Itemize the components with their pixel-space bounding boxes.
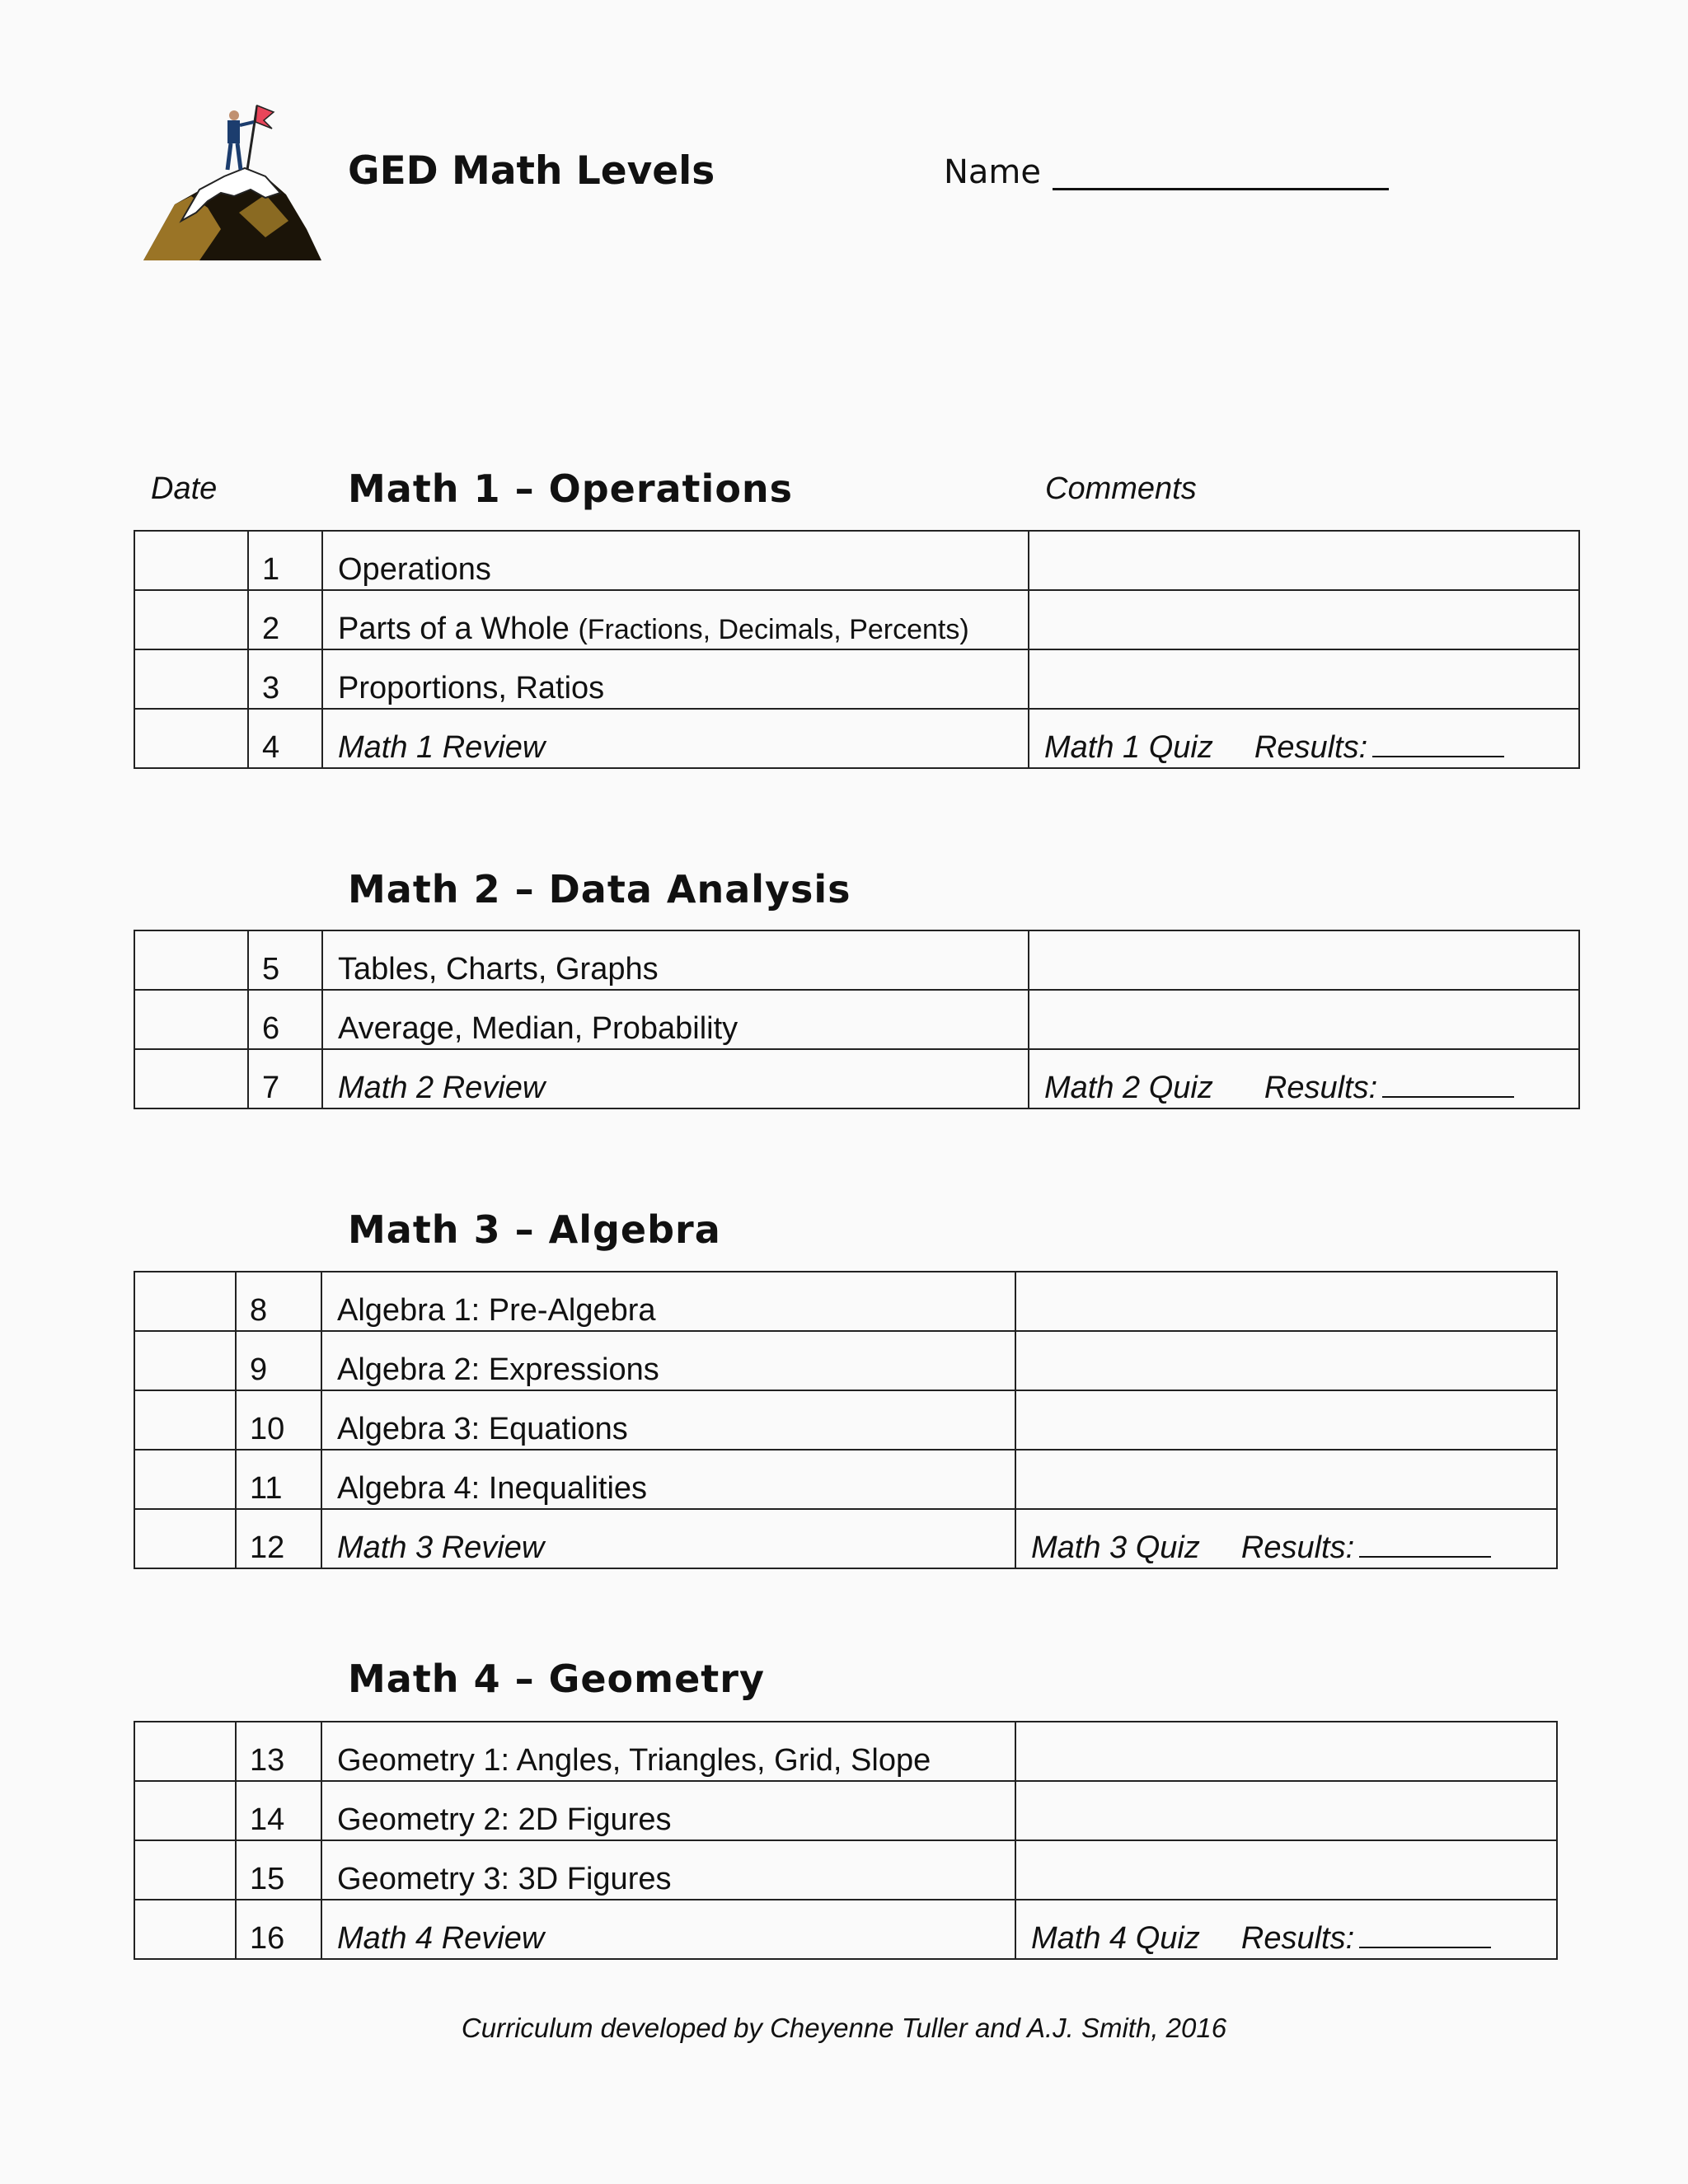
lesson-number: 6 xyxy=(248,990,322,1049)
lesson-number: 16 xyxy=(236,1900,321,1959)
lesson-topic: Proportions, Ratios xyxy=(322,649,1029,709)
lesson-number: 4 xyxy=(248,709,322,768)
results-blank[interactable] xyxy=(1382,1071,1514,1098)
quiz-label: Math 3 Quiz xyxy=(1031,1530,1200,1565)
lesson-topic: Operations xyxy=(322,531,1029,590)
table-row xyxy=(134,1331,1557,1390)
lesson-topic: Geometry 1: Angles, Triangles, Grid, Slope xyxy=(321,1722,1015,1781)
date-cell[interactable] xyxy=(134,590,248,649)
lesson-number: 9 xyxy=(236,1331,321,1390)
comment-cell[interactable] xyxy=(1029,930,1579,990)
table-row xyxy=(134,1781,1557,1840)
lesson-topic-main: Parts of a Whole xyxy=(338,612,570,646)
lesson-topic: Algebra 2: Expressions xyxy=(321,1331,1015,1390)
lesson-number: 8 xyxy=(236,1272,321,1331)
table-row xyxy=(134,1900,1557,1959)
table-row xyxy=(134,590,1579,649)
quiz-label: Math 4 Quiz xyxy=(1031,1921,1200,1956)
date-cell[interactable] xyxy=(134,1390,236,1450)
lesson-topic: Algebra 1: Pre-Algebra xyxy=(321,1272,1015,1331)
date-cell[interactable] xyxy=(134,1722,236,1781)
date-cell[interactable] xyxy=(134,1509,236,1568)
lesson-topic xyxy=(322,590,1029,649)
results-blank[interactable] xyxy=(1372,731,1504,757)
table-row xyxy=(134,1272,1557,1331)
comment-cell[interactable] xyxy=(1015,1450,1557,1509)
lesson-topic: Algebra 3: Equations xyxy=(321,1390,1015,1450)
comment-cell[interactable] xyxy=(1029,531,1579,590)
section-title-math-3: Math 3 – Algebra xyxy=(348,1207,721,1252)
table-row xyxy=(134,930,1579,990)
quiz-cell[interactable] xyxy=(1029,709,1579,768)
comment-cell[interactable] xyxy=(1015,1390,1557,1450)
date-cell[interactable] xyxy=(134,649,248,709)
comment-cell[interactable] xyxy=(1029,649,1579,709)
lesson-number: 7 xyxy=(248,1049,322,1108)
results-label: Results: xyxy=(1240,1530,1355,1565)
comment-cell[interactable] xyxy=(1015,1781,1557,1840)
lesson-number: 13 xyxy=(236,1722,321,1781)
results-label: Results: xyxy=(1264,1071,1378,1105)
lesson-topic: Geometry 3: 3D Figures xyxy=(321,1840,1015,1900)
date-cell[interactable] xyxy=(134,1450,236,1509)
mountain-climber-logo xyxy=(142,97,323,262)
table-row xyxy=(134,1840,1557,1900)
lesson-topic-detail: (Fractions, Decimals, Percents) xyxy=(578,614,969,645)
date-cell[interactable] xyxy=(134,531,248,590)
date-cell[interactable] xyxy=(134,990,248,1049)
math-3-table xyxy=(134,1271,1558,1569)
date-cell[interactable] xyxy=(134,1049,248,1108)
comment-cell[interactable] xyxy=(1029,590,1579,649)
comment-cell[interactable] xyxy=(1015,1272,1557,1331)
lesson-topic: Tables, Charts, Graphs xyxy=(322,930,1029,990)
lesson-number: 10 xyxy=(236,1390,321,1450)
date-cell[interactable] xyxy=(134,1840,236,1900)
section-title-math-2: Math 2 – Data Analysis xyxy=(348,867,851,912)
lesson-number: 2 xyxy=(248,590,322,649)
quiz-cell[interactable] xyxy=(1029,1049,1579,1108)
name-field-line xyxy=(1053,188,1389,190)
date-cell[interactable] xyxy=(134,709,248,768)
table-row xyxy=(134,649,1579,709)
table-row xyxy=(134,1722,1557,1781)
comment-cell[interactable] xyxy=(1015,1840,1557,1900)
quiz-label: Math 2 Quiz xyxy=(1044,1071,1213,1105)
review-topic: Math 2 Review xyxy=(322,1049,1029,1108)
table-row xyxy=(134,1049,1579,1108)
table-row xyxy=(134,990,1579,1049)
footer-credit: Curriculum developed by Cheyenne Tuller and A.J. Smith, 2016 xyxy=(461,2013,1227,2043)
comments-column-header: Comments xyxy=(1045,471,1197,506)
results-blank[interactable] xyxy=(1359,1922,1491,1948)
date-cell[interactable] xyxy=(134,1900,236,1959)
date-cell[interactable] xyxy=(134,1272,236,1331)
lesson-number: 11 xyxy=(236,1450,321,1509)
table-row xyxy=(134,1509,1557,1568)
date-cell[interactable] xyxy=(134,930,248,990)
table-row xyxy=(134,709,1579,768)
results-label: Results: xyxy=(1254,730,1368,765)
lesson-number: 3 xyxy=(248,649,322,709)
table-row xyxy=(134,1390,1557,1450)
date-column-header: Date xyxy=(151,471,218,506)
page-title: GED Math Levels xyxy=(348,148,715,194)
lesson-topic: Geometry 2: 2D Figures xyxy=(321,1781,1015,1840)
name-label: Name xyxy=(944,153,1042,191)
section-title-math-4: Math 4 – Geometry xyxy=(348,1657,765,1701)
review-topic: Math 3 Review xyxy=(321,1509,1015,1568)
section-title-math-1: Math 1 – Operations xyxy=(348,466,794,511)
review-topic: Math 1 Review xyxy=(322,709,1029,768)
lesson-number: 15 xyxy=(236,1840,321,1900)
review-topic: Math 4 Review xyxy=(321,1900,1015,1959)
date-cell[interactable] xyxy=(134,1331,236,1390)
quiz-cell[interactable] xyxy=(1015,1900,1557,1959)
results-blank[interactable] xyxy=(1359,1531,1491,1558)
comment-cell[interactable] xyxy=(1029,990,1579,1049)
results-label: Results: xyxy=(1240,1921,1355,1956)
quiz-label: Math 1 Quiz xyxy=(1044,730,1213,765)
lesson-number: 5 xyxy=(248,930,322,990)
quiz-cell[interactable] xyxy=(1015,1509,1557,1568)
math-1-table xyxy=(134,530,1580,769)
lesson-number: 1 xyxy=(248,531,322,590)
lesson-number: 14 xyxy=(236,1781,321,1840)
table-row xyxy=(134,531,1579,590)
comment-cell[interactable] xyxy=(1015,1722,1557,1781)
lesson-topic: Algebra 4: Inequalities xyxy=(321,1450,1015,1509)
math-4-table xyxy=(134,1721,1558,1960)
lesson-number: 12 xyxy=(236,1509,321,1568)
comment-cell[interactable] xyxy=(1015,1331,1557,1390)
date-cell[interactable] xyxy=(134,1781,236,1840)
lesson-topic: Average, Median, Probability xyxy=(322,990,1029,1049)
math-2-table xyxy=(134,930,1580,1109)
table-row xyxy=(134,1450,1557,1509)
